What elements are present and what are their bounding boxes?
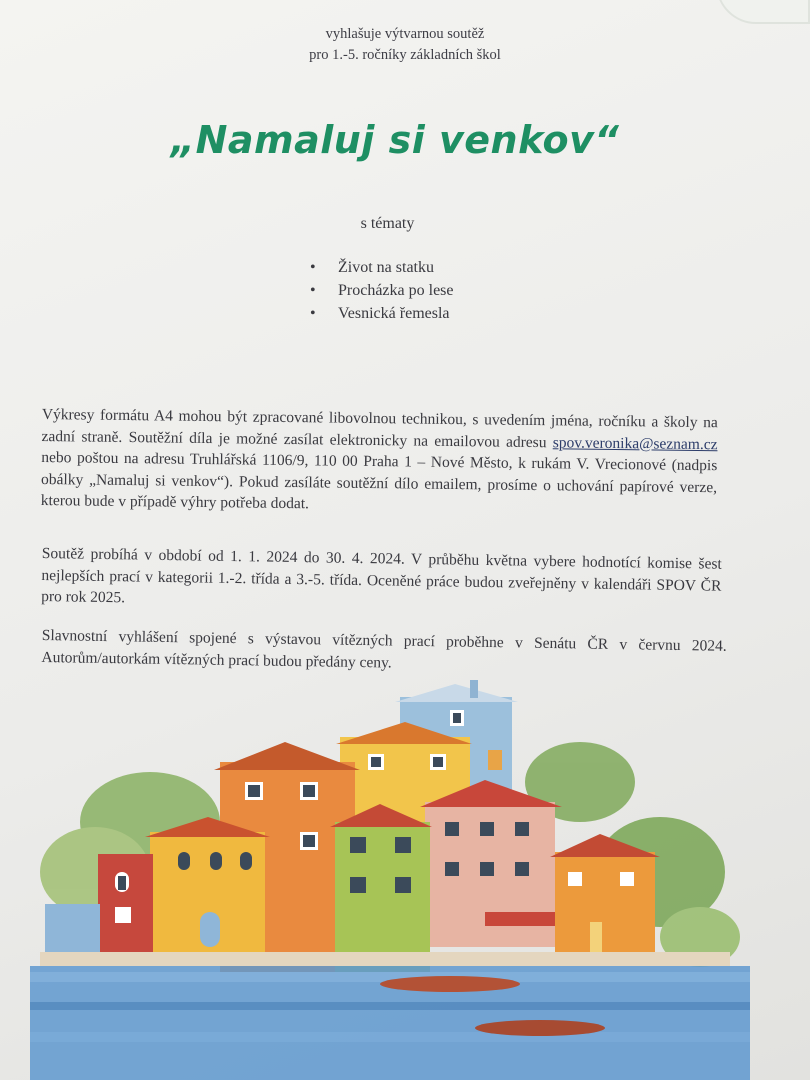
submission-text: Výkresy formátu A4 mohou být zpracované libovolnou technikou, s uvedením jména, ročníku a školy na zadní straně. Soutěžní díla je možné zasílat elektronicky na emailovou adresu <box>41 405 718 451</box>
submission-text-cont: nebo poštou na adresu Truhlářská 1106/9, 110 00 Praha 1 – Nové Město, k rukám V. Vrecionové (nadpis obálky „Namaluj si venkov“). Pokud zasíláte soutěžní dílo emailem, prosíme o uchování papírové verze, kterou bude v případě výhry potřeba dodat. <box>40 448 718 513</box>
topic-item <box>310 256 454 279</box>
topic-label: Život na statku <box>338 259 434 276</box>
intro-line-1: vyhlašuje výtvarnou soutěž <box>325 26 485 42</box>
topic-item <box>310 302 454 325</box>
intro-line-2: pro 1.-5. ročníky základních škol <box>309 47 501 63</box>
house-left-yellow <box>145 817 270 962</box>
bullet-icon: • <box>310 305 316 322</box>
topic-label: Procházka po lese <box>338 282 454 299</box>
house-green <box>330 804 432 972</box>
topics-intro: s tématy <box>360 215 415 232</box>
paragraph-submission <box>41 404 718 520</box>
topic-list <box>310 256 454 325</box>
bullet-icon: • <box>310 282 316 299</box>
house-left-red <box>98 854 153 954</box>
email-link[interactable]: spov.veronika@seznam.cz <box>552 433 718 453</box>
intro-header <box>0 24 810 66</box>
quay <box>40 952 730 966</box>
logo-corner <box>716 0 810 24</box>
house-right-orange <box>550 834 660 957</box>
paragraph-schedule: Soutěž probíhá v období od 1. 1. 2024 do 30. 4. 2024. V průběhu května vybere hodnotící komise šest nejlepších prací v kategorii 1.-2. třída a 3.-5. třída. Oceněné práce budou zveřejněny v kalendáři SPOV ČR pro rok 2025. <box>41 544 722 607</box>
competition-title: „Namaluj si venkov“ <box>170 118 620 162</box>
house-pink <box>420 780 562 947</box>
topic-label: Vesnická řemesla <box>338 305 450 322</box>
topic-item <box>310 279 454 302</box>
house-left-blue <box>45 904 100 954</box>
village-illustration <box>0 672 810 1080</box>
bullet-icon: • <box>310 259 316 276</box>
paragraph-ceremony: Slavnostní vyhlášení spojené s výstavou vítězných prací proběhne v Senátu ČR v červnu 2024. Autorům/autorkám vítězných prací budou předány ceny. <box>41 626 727 671</box>
